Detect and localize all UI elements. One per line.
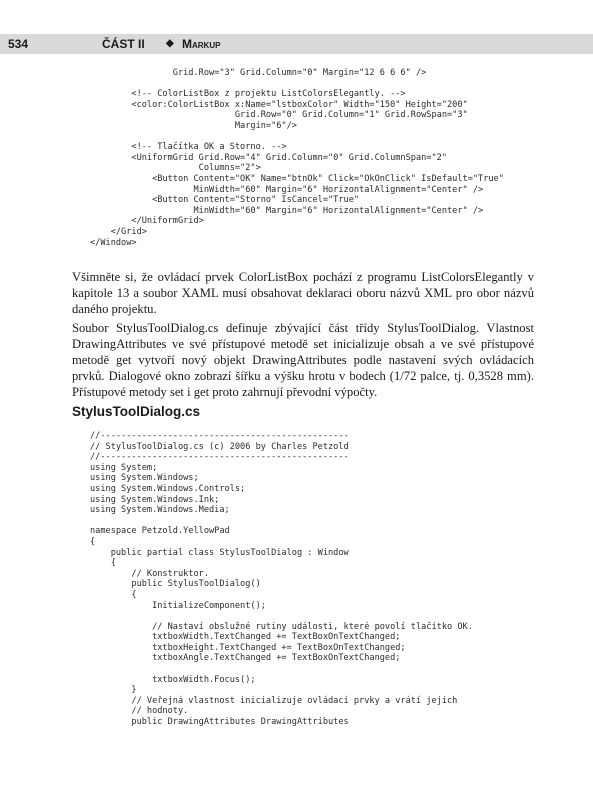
- diamond-separator-icon: ◆: [166, 38, 174, 49]
- body-paragraph-1: Všimněte si, že ovládací prvek ColorListBox pochází z programu ListColorsElegantly v kapitole 13 a soubor XAML musí obsahovat deklaraci oboru názvů XML pro obor názvů daného projektu.: [72, 270, 534, 316]
- running-header: [0, 34, 593, 54]
- listing-heading: StylusToolDialog.cs: [72, 404, 201, 419]
- xaml-code-listing: Grid.Row="3" Grid.Column="0" Margin="12 6 6 6" /> <!-- ColorListBox z projektu ListColorsElegantly. --> <color:ColorListBox x:Name="lstboxColor" Width="150" Height="200" Grid.Row="0" Grid.Column="1" Grid.RowSpan="3" Margin="6"/> <!-- Tlačítka OK a Storno. --> <UniformGrid Grid.Row="4" Grid.Column="0" Grid.ColumnSpan="2" Columns="2"> <Button Content="OK" Name="btnOk" Click="OkOnClick" IsDefault="True" MinWidth="60" Margin="6" HorizontalAlignment="Center" /> <Button Content="Storno" IsCancel="True" MinWidth="60" Margin="6" HorizontalAlignment="Center" /> </UniformGrid> </Grid> </Window>: [90, 68, 504, 248]
- part-label: ČÁST II: [102, 37, 145, 51]
- body-paragraph-2: Soubor StylusToolDialog.cs definuje zbývající část třídy StylusToolDialog. Vlastnost DrawingAttributes ve své přístupové metodě set inicializuje obsah a ve své přístupové metodě get vytvoří nový objekt DrawingAttributes podle nastavení svých ovládacích prvků. Dialogové okno zobrazí šířku a výšku hrotu v bodech (1/72 palce, tj. 0,3528 mm). Přístupové metody set i get proto zahrnují převodní výpočty.: [72, 321, 534, 399]
- csharp-code-listing: //------------------------------------------------ // StylusToolDialog.cs (c) 2006 by Charles Petzold //------------------------------------------------ using System; using System.Windows; using System.Windows.Controls; using System.Windows.Ink; using System.Windows.Media; namespace Petzold.YellowPad { public partial class StylusToolDialog : Window { // Konstruktor. public StylusToolDialog() { InitializeComponent(); // Nastaví obslužné rutiny události, které povolí tlačítko OK. txtboxWidth.TextChanged += TextBoxOnTextChanged; txtboxHeight.TextChanged += TextBoxOnTextChanged; txtboxAngle.TextChanged += TextBoxOnTextChanged; txtboxWidth.Focus(); } // Veřejná vlastnost inicializuje ovládací prvky a vrátí jejich // hodnoty. public DrawingAttributes DrawingAttributes: [90, 431, 473, 728]
- page-number: 534: [8, 37, 29, 51]
- part-title: Markup: [182, 37, 221, 51]
